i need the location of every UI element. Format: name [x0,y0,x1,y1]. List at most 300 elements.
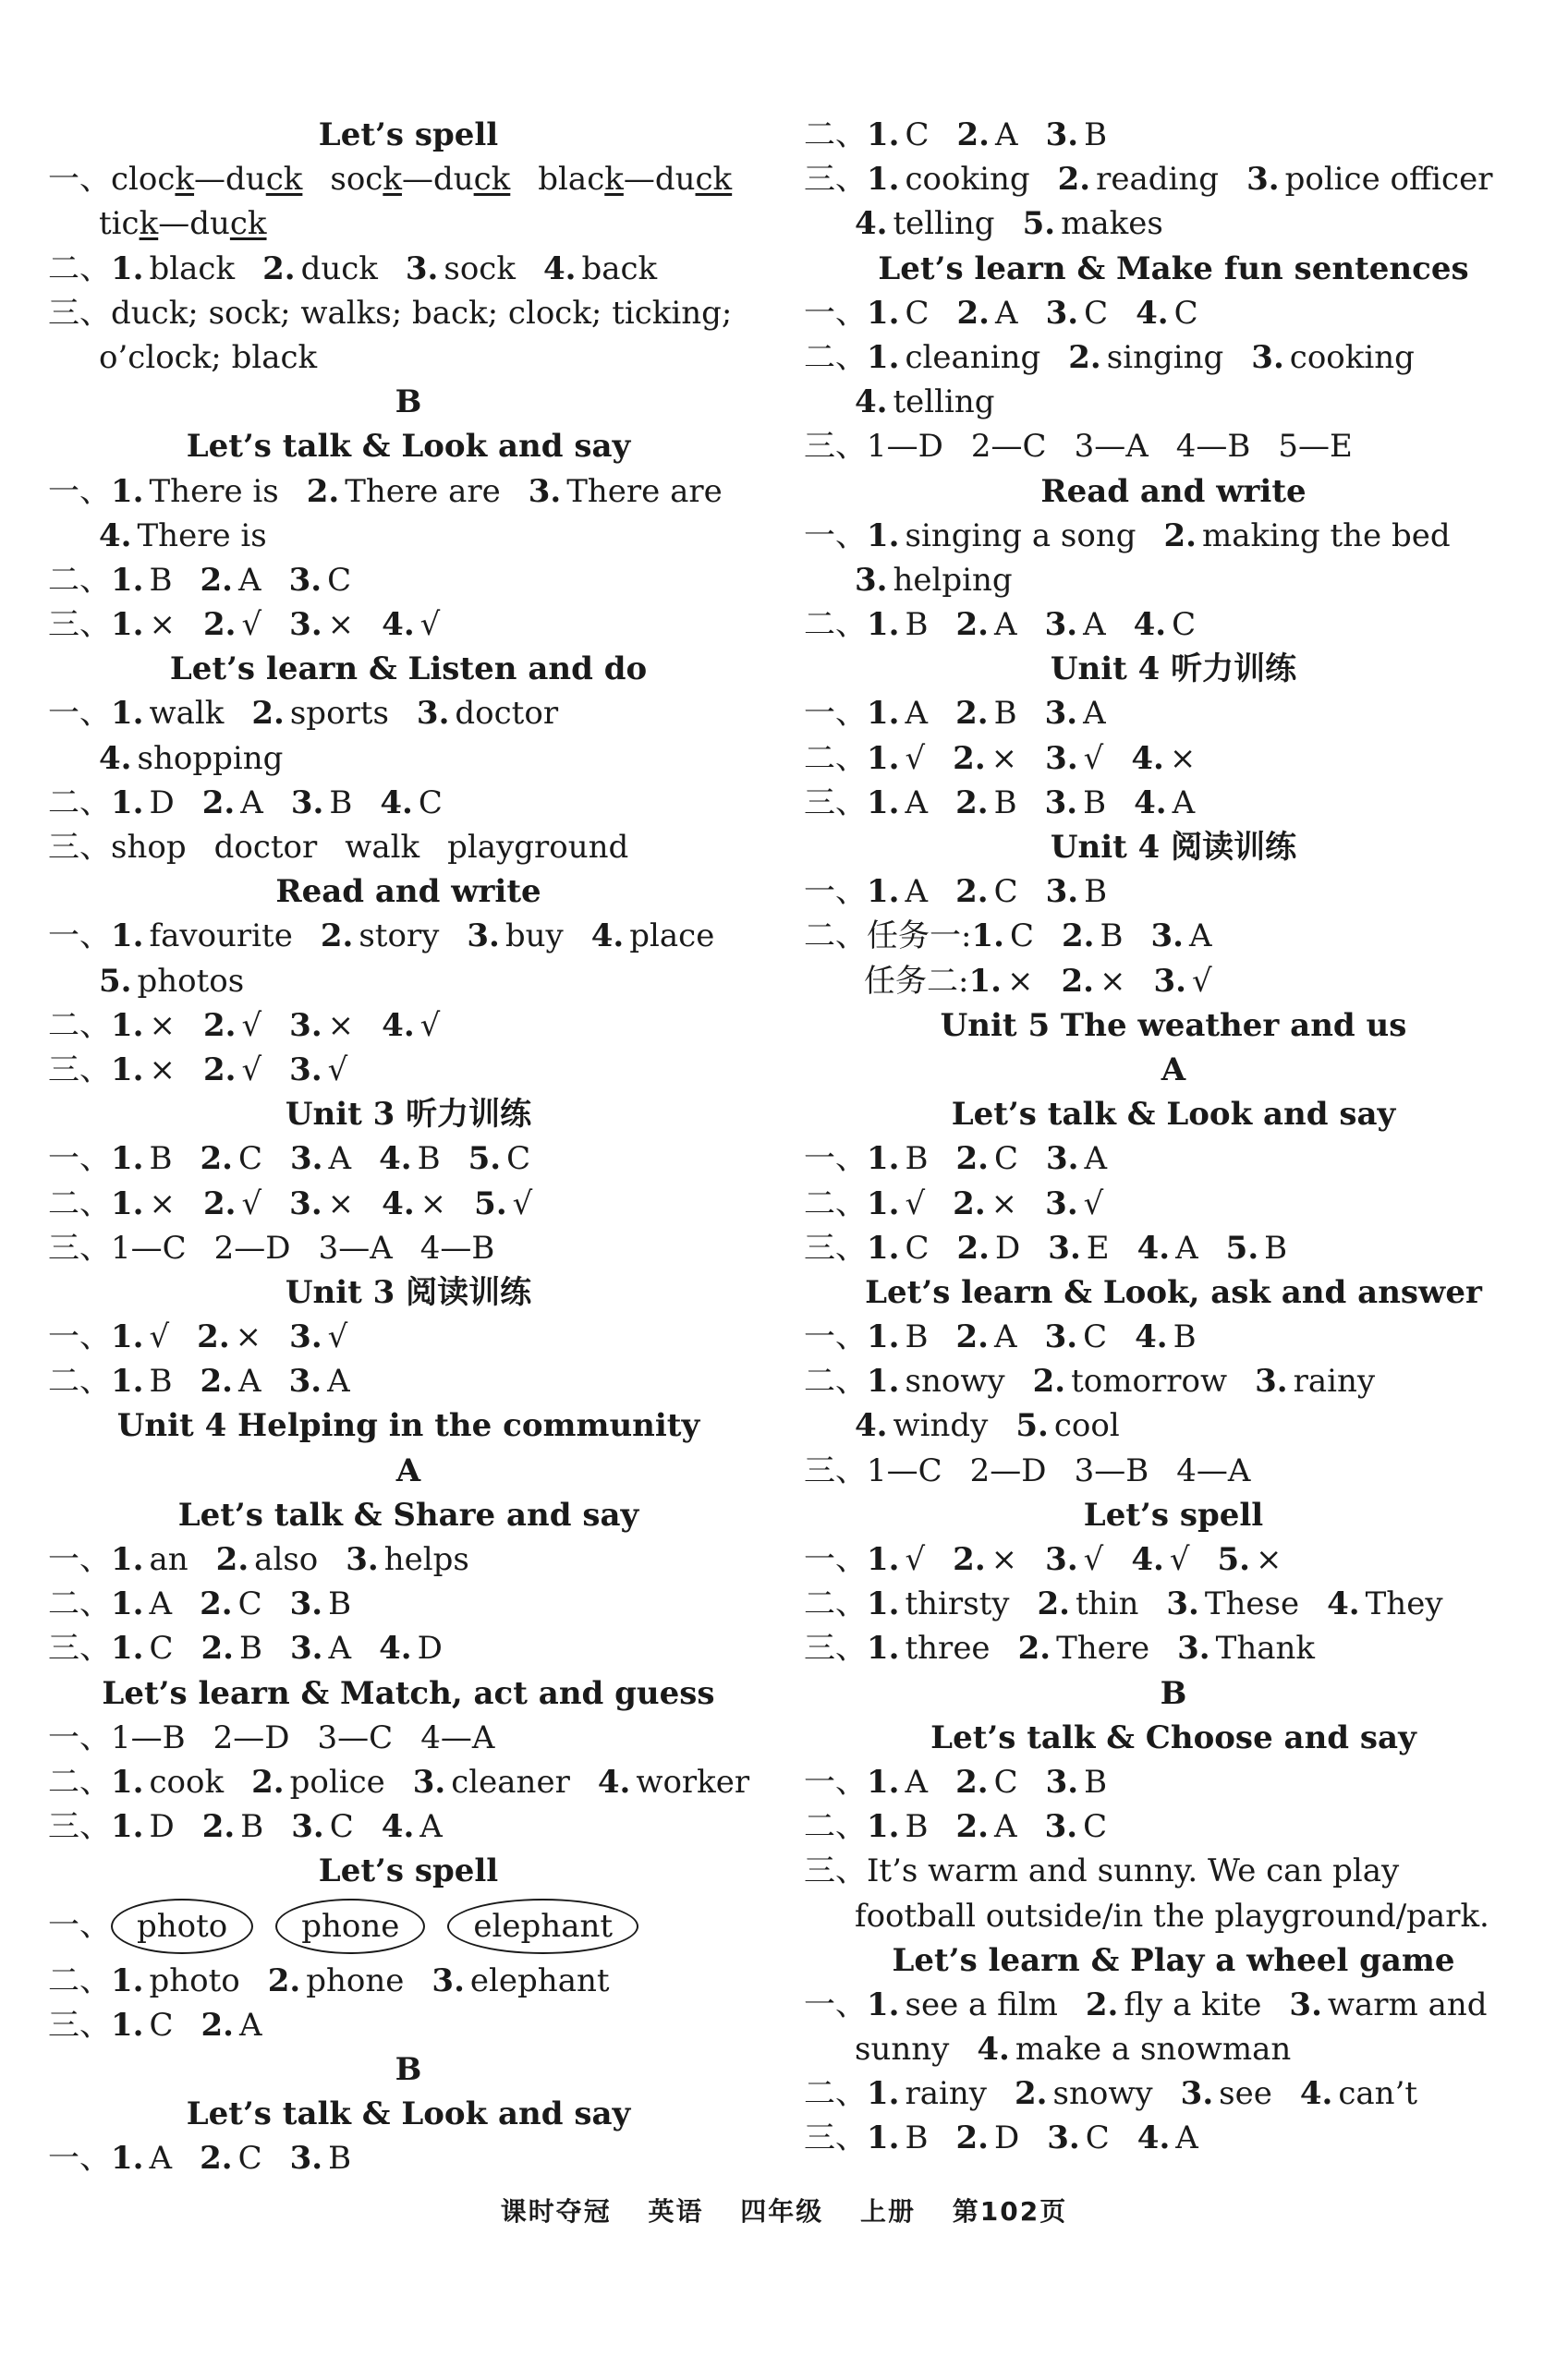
item-answer: B [905,606,929,644]
item-answer: doctor [213,829,318,866]
item-number: 3. [416,695,450,733]
answer-item [1131,1537,1189,1582]
item-answer: cooking [905,161,1030,199]
item-number: 3. [1177,1630,1210,1668]
item-answer: B [329,783,353,821]
answer-line [48,959,769,1003]
answer-item [382,1804,443,1849]
item-answer: B [905,1808,929,1846]
item-number: 1. [111,1961,144,1999]
answer-line [48,1226,769,1270]
answer-line [804,2116,1543,2160]
answer-line [804,2027,1543,2071]
item-number: 3. [290,783,324,821]
item-number: 3. [1289,1985,1322,2023]
answer-item [1075,424,1149,468]
item-number: 1. [867,1541,900,1578]
item-answer: 4—B [1175,428,1251,466]
item-answer: 3—A [1074,428,1149,466]
item-answer: 2—D [213,1229,291,1267]
item-number: 5. [1015,1407,1049,1445]
item-answer: × [1169,739,1197,777]
question-number: 二、 [804,1184,867,1222]
answer-item [867,736,925,781]
question-number: 二、 [48,1961,111,1999]
answer-item [1150,914,1211,958]
item-answer: B [1084,116,1108,153]
item-answer: √ [905,739,926,777]
item-number: 2. [956,1229,991,1267]
item-answer: × [1256,1541,1282,1578]
answer-item [867,602,929,647]
item-answer: C [1009,917,1034,955]
question-number: 一、 [804,695,867,733]
answer-line [804,201,1543,246]
item-answer: 1—C [867,1451,942,1489]
item-answer: A [238,1363,261,1401]
item-number: 3. [1045,116,1079,153]
item-answer: B [240,1808,264,1846]
item-number: 2. [955,873,989,911]
answer-item [953,1182,1017,1226]
item-answer: 4—B [419,1229,495,1267]
footer-volume: 上册 [860,2196,917,2227]
item-answer: sock [444,249,516,287]
answer-line [48,201,769,246]
item-answer: also [254,1541,319,1578]
item-answer: There is [149,472,279,510]
answer-line [804,602,1543,647]
item-answer: B [1083,783,1107,821]
section-heading: A [395,1451,421,1489]
item-answer: cleaner [451,1763,570,1801]
answer-item [447,825,628,869]
item-number: 4. [855,383,888,421]
answer-item [855,2027,949,2071]
item-answer: A [327,1363,350,1401]
item-number: 2. [956,294,991,332]
item-answer: B [1264,1229,1288,1267]
answer-line [48,1959,769,2003]
item-answer: × [419,1184,447,1222]
answer-item [203,602,261,647]
item-answer: √ [1083,1541,1104,1578]
answer-item [318,1716,394,1760]
answer-item [200,2136,262,2180]
answer-line [48,1716,769,1760]
item-answer: cool [1053,1407,1120,1445]
answer-item [855,201,995,246]
answer-item [867,113,930,157]
item-number: 1. [111,917,144,955]
answer-line [48,1136,769,1181]
question-number: 二、 [804,1363,867,1401]
answer-item [413,1760,570,1804]
answer-item [1300,2071,1417,2116]
item-answer: × [991,739,1018,777]
answer-item [867,1182,925,1226]
item-answer: telling [893,205,995,243]
answer-item [111,602,176,647]
answer-item [468,1136,531,1181]
answer-item [289,1315,347,1359]
item-number: 1. [867,338,900,376]
item-answer: making the bed [1202,516,1451,554]
answer-item [867,691,928,735]
answer-item [867,1760,928,1804]
answer-item [307,469,501,514]
question-number: 二、 [804,116,867,153]
item-answer: 3—B [1074,1451,1149,1489]
answer-item [1086,1983,1262,2027]
item-number: 4. [381,1808,415,1846]
item-answer: A [1175,1229,1198,1267]
item-number: 3. [1044,695,1078,733]
item-answer: A [905,1763,929,1801]
item-answer: C [327,561,352,599]
answer-item [867,1136,929,1181]
answer-line [804,335,1543,380]
item-answer: 1—D [867,428,943,466]
item-answer: photos [137,962,245,1000]
word-part: tic [99,205,140,243]
question-number: 二、 [48,561,111,599]
answer-item [99,201,267,246]
answer-item [855,380,995,424]
question-number: 二、 [804,739,867,777]
item-answer: story [359,917,440,955]
item-answer: B [328,2140,352,2178]
answer-line [48,1626,769,1670]
item-number: 4. [1135,1318,1168,1356]
item-answer: see a film [905,1985,1058,2023]
item-answer: warm and [1327,1985,1488,2023]
item-number: 5. [468,1140,502,1178]
answer-item [1062,914,1124,958]
answer-item [111,1048,176,1092]
item-number: 1. [867,2119,900,2157]
item-number: 4. [1299,2075,1333,2113]
question-number: 一、 [804,1140,867,1178]
item-number: 1. [867,1763,900,1801]
item-answer: C [905,1229,930,1267]
answer-item [1153,959,1211,1003]
answer-item [867,291,930,335]
answer-item [1046,1760,1108,1804]
answer-item [290,1626,351,1670]
item-number: 1. [867,695,900,733]
item-answer: walk [149,695,225,733]
item-number: 4. [1131,1541,1164,1578]
item-answer: B [1084,873,1108,911]
answer-line [48,691,769,735]
item-answer: √ [905,1184,926,1222]
item-answer: thin [1076,1585,1139,1623]
answer-item [1164,514,1451,558]
answer-item [99,736,283,781]
item-number: 1. [867,1630,900,1668]
answer-item [1218,1537,1282,1582]
section-heading: Unit 3 阅读训练 [285,1273,532,1311]
answer-text-line [804,1894,1543,1938]
answer-item [1255,1359,1375,1403]
item-number: 1. [111,1363,144,1401]
item-answer: C [1172,606,1197,644]
answer-line [48,469,769,514]
answer-item [1061,959,1125,1003]
item-number: 3. [1044,1318,1078,1356]
item-number: 1. [111,1585,144,1623]
answer-line [48,1359,769,1403]
answer-line [804,1315,1543,1359]
answer-item [1045,781,1107,825]
answer-item [867,781,928,825]
item-number: 2. [201,1630,235,1668]
item-number: 2. [197,1318,230,1356]
question-number: 三、 [804,2119,867,2157]
item-number: 2. [203,1006,237,1044]
answer-line [48,1003,769,1048]
item-answer: There are [566,472,723,510]
question-number: 二、任务一: [804,917,972,955]
item-answer: telling [893,383,995,421]
section-heading: Unit 5 The weather and us [940,1006,1407,1044]
answer-item [1045,736,1103,781]
item-answer: C [1085,2119,1110,2157]
answer-item [289,1182,354,1226]
answer-item [345,825,419,869]
item-answer: √ [241,1184,262,1222]
item-number: 1. [111,249,144,287]
item-number: 1. [867,739,900,777]
item-answer: playground [447,829,629,866]
answer-item [1015,1403,1119,1448]
page-footer [0,2192,1568,2228]
answer-item [1048,1226,1109,1270]
question-number: 一、 [48,1718,111,1756]
answer-item [111,1959,240,2003]
item-answer: × [1006,962,1034,1000]
item-number: 3. [1047,2119,1080,2157]
answer-item [1068,335,1223,380]
section-heading: Let’s talk & Choose and say [930,1718,1416,1756]
section-heading: B [395,383,422,421]
item-number: 2. [200,1363,233,1401]
item-number: 1. [867,1808,900,1846]
item-answer: buy [504,917,564,955]
answer-item [953,1537,1017,1582]
answer-line [48,1804,769,1849]
answer-item [1033,1359,1227,1403]
answer-item [867,869,928,914]
item-number: 3. [1044,606,1078,644]
item-number: 2. [1015,2075,1048,2113]
item-answer: A [1175,2119,1198,2157]
answer-item [251,1760,385,1804]
section-heading: Read and write [1040,472,1307,510]
answer-item [99,959,244,1003]
question-number: 三、 [48,606,111,644]
item-answer: × [149,606,176,644]
answer-line [48,514,769,558]
item-answer: C [149,2006,174,2044]
item-number: 4. [855,205,888,243]
answer-item [111,1582,172,1626]
item-answer: √ [327,1050,348,1088]
item-answer: √ [419,606,441,644]
item-number: 1. [971,917,1004,955]
item-number: 2. [1032,1363,1066,1401]
answer-line [48,1315,769,1359]
answer-item [417,691,558,735]
item-answer: B [1084,1763,1108,1801]
word-part: —du [158,205,230,243]
item-number: 2. [200,1585,233,1623]
item-answer: rainy [1293,1363,1376,1401]
answer-line [804,914,1543,958]
answer-item [1023,201,1163,246]
item-number: 4. [977,2031,1010,2069]
item-number: 3. [405,249,439,287]
answer-line [804,1537,1543,1582]
answer-text: duck; sock; walks; back; clock; ticking; [111,294,733,332]
item-answer: C [237,2140,262,2178]
answer-line [804,1449,1543,1493]
item-answer: helps [383,1541,469,1578]
item-number: 1. [867,1363,900,1401]
item-answer: × [327,1184,355,1222]
item-answer: cleaning [905,338,1041,376]
section-heading: Let’s learn & Play a wheel game [892,1941,1455,1979]
word-part: —du [623,161,696,199]
answer-item [955,691,1017,735]
item-answer: police [289,1763,385,1801]
item-answer: √ [512,1184,533,1222]
item-number: 2. [203,1050,237,1088]
answer-item [1137,2116,1198,2160]
item-answer: B [149,1363,173,1401]
answer-item [957,1226,1021,1270]
item-answer: can’t [1338,2075,1418,2113]
answer-item [957,113,1018,157]
answer-item [382,1182,446,1226]
answer-item [201,2003,262,2047]
item-answer: B [328,1585,352,1623]
question-number: 二、 [804,1808,867,1846]
item-number: 5. [474,1184,507,1222]
underlined-letters: k [139,205,159,243]
item-number: 3. [346,1541,379,1578]
answer-line [804,869,1543,914]
item-answer: cooking [1289,338,1415,376]
item-number: 1. [867,606,900,644]
item-number: 2. [955,1140,989,1178]
item-number: 4. [382,1184,415,1222]
answer-item [111,1136,173,1181]
answer-line [804,1359,1543,1403]
item-answer: C [1173,294,1198,332]
item-number: 2. [953,1541,986,1578]
answer-item [290,1582,352,1626]
item-number: 3. [291,1808,324,1846]
answer-item [289,1048,347,1092]
item-number: 3. [1251,338,1284,376]
item-number: 2. [1163,516,1197,554]
item-number: 3. [1045,739,1078,777]
answer-line [804,959,1543,1003]
answer-item [201,1136,263,1181]
right-column [804,113,1543,2161]
answer-item [1135,1315,1197,1359]
item-number: 1. [867,1140,900,1178]
item-answer: A [1172,783,1196,821]
answer-item [203,1003,261,1048]
item-answer: shopping [137,739,284,777]
item-number: 2. [1061,962,1094,1000]
section-heading: Let’s talk & Look and say [186,2095,631,2133]
question-number: 二、 [804,1585,867,1623]
item-answer: windy [893,1407,989,1445]
question-number: 三、 [804,1852,867,1890]
item-answer: A [1083,606,1106,644]
answer-item [111,1359,173,1403]
word-part: cloc [111,161,176,199]
item-number: 2. [200,561,233,599]
item-number: 1. [111,1184,144,1222]
answer-item [591,914,715,958]
item-answer: tomorrow [1071,1363,1228,1401]
item-answer: √ [241,606,262,644]
item-number: 2. [956,116,991,153]
item-answer: fly a kite [1124,1985,1262,2023]
answer-item [111,2003,174,2047]
item-answer: three [905,1630,991,1668]
item-number: 2. [1057,161,1091,199]
item-number: 3. [1150,917,1184,955]
answer-item [319,1226,393,1270]
item-number: 2. [215,1541,249,1578]
answer-item [1045,1315,1108,1359]
item-answer: B [993,695,1017,733]
item-answer: A [328,1630,352,1668]
item-number: 4. [1136,294,1169,332]
item-answer: C [1083,1808,1108,1846]
item-number: 3. [1044,1808,1078,1846]
item-answer: E [1086,1229,1110,1267]
item-number: 3. [467,917,500,955]
item-answer: A [905,873,929,911]
item-answer: A [994,1318,1017,1356]
item-answer: B [993,783,1017,821]
item-number: 1. [111,606,144,644]
item-number: 3. [290,1630,323,1668]
item-number: 2. [955,606,989,644]
item-number: 4. [382,606,415,644]
item-answer: There is [137,516,267,554]
item-number: 1. [867,873,900,911]
item-number: 2. [267,1961,301,1999]
question-number: 二、 [48,1363,111,1401]
answer-item [202,781,263,825]
item-number: 1. [867,116,900,153]
answer-item [111,157,302,201]
question-number: 一、 [804,294,867,332]
item-answer: C [905,116,930,153]
answer-item [1018,1626,1150,1670]
answer-item [956,1136,1019,1181]
item-answer: A [149,2140,173,2178]
left-column [48,113,769,2180]
